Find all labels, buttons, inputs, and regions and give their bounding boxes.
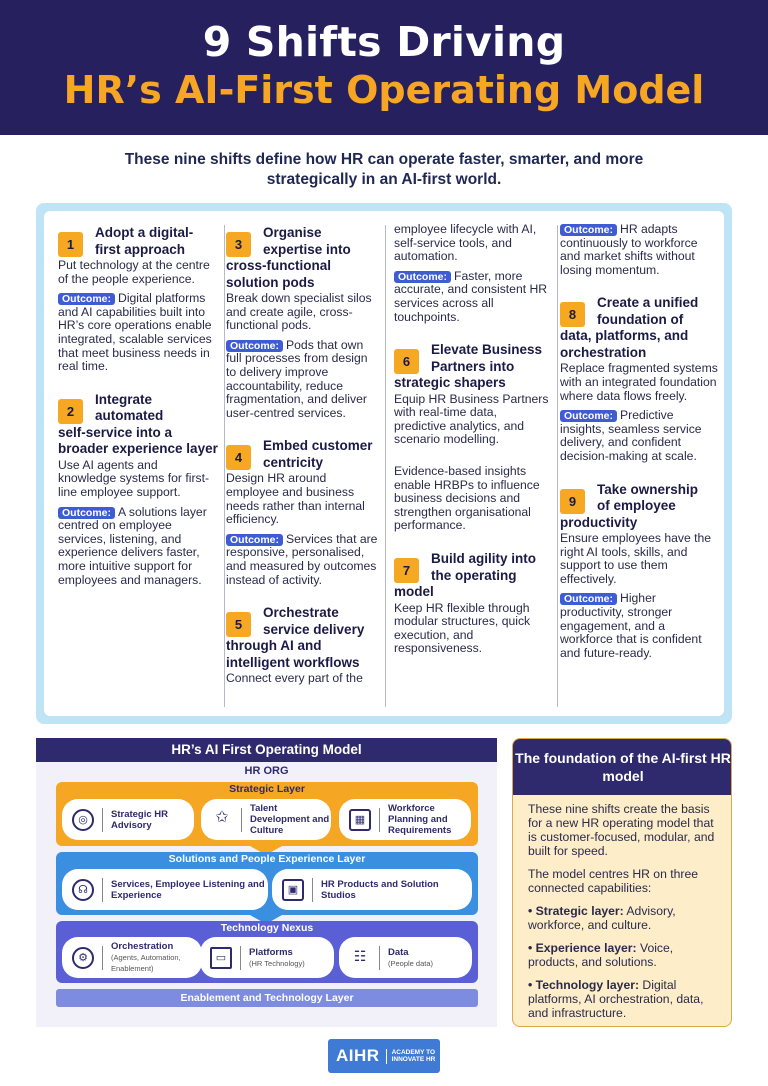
shift-number-badge: 9	[560, 489, 585, 514]
shift-number-badge: 1	[58, 232, 83, 257]
shifts-panel	[36, 203, 732, 724]
technology-nexus	[56, 921, 478, 983]
monitor-icon: ▭	[210, 947, 232, 969]
foundation-title: The foundation of the AI-first HR model	[513, 739, 732, 795]
outcome-badge: Outcome:	[560, 593, 617, 605]
foundation-bullet-experience: • Experience layer: Voice, products, and solutions.	[528, 941, 674, 969]
column-divider	[224, 225, 225, 707]
title-line-2: HR’s AI-First Operating Model	[63, 68, 705, 112]
enablement-layer-title: Enablement and Technology Layer	[180, 992, 354, 1004]
foundation-bullet-technology: • Technology layer: Digital platforms, AI orchestration, data, and infrastructure.	[528, 978, 704, 1020]
shift-8-body: Replace fragmented systems with an integrated foundation where data flows freely.	[560, 361, 718, 403]
shift-2-title: 2 Integrate automated self-service into a broader experience layer	[58, 391, 218, 457]
foundation-paragraph-1: These nine shifts create the basis for a new HR operating model that is customer-focused, modular, and built for speed.	[528, 802, 715, 858]
shift-number-badge: 8	[560, 302, 585, 327]
shift-4-body: Design HR around employee and business needs rather than internal efficiency.	[226, 471, 365, 527]
hr-org-label: HR ORG	[244, 765, 289, 777]
shift-6-body: Equip HR Business Partners with real-time data, predictive analytics, and scenario modelling.	[394, 391, 549, 447]
shift-2-outcome: Outcome: A solutions layer centred on employee services, listening, and experience delivers faster, more intuitive support for employees and managers.	[58, 504, 207, 587]
shift-3-body: Break down specialist silos and create agile, cross-functional pods.	[226, 291, 372, 333]
shift-3-outcome: Outcome: Pods that own full processes from design to delivery improve accountability, reduce fragmentation, and deliver user-centred services.	[226, 337, 368, 420]
model-title: HR’s AI First Operating Model	[36, 738, 497, 762]
star-people-icon: ✩	[215, 808, 229, 826]
talent-development-culture: ✩ Talent Development and Culture	[201, 799, 331, 840]
shifts-column-4	[560, 223, 718, 666]
solutions-layer-title: Solutions and People Experience Layer	[168, 853, 366, 865]
shift-7-body: Keep HR flexible through modular structures, quick execution, and responsiveness.	[394, 600, 531, 656]
shift-number-badge: 5	[226, 612, 251, 637]
hr-products-studios: ▣ HR Products and Solution Studios	[272, 869, 472, 910]
foundation-box	[512, 738, 732, 1027]
shift-7-title: 7 Build agility into the operating model	[394, 551, 536, 599]
shift-8-outcome: Outcome: Predictive insights, seamless service delivery, and confident decision-making at scale.	[560, 408, 702, 463]
outcome-badge: Outcome:	[226, 534, 283, 546]
enablement-layer	[56, 989, 478, 1007]
people-data-icon: ☷	[353, 947, 367, 964]
shift-9-body: Ensure employees have the right AI tools, skills, and support to use them effectively.	[560, 531, 712, 586]
column-divider	[385, 225, 386, 707]
shift-7-outcome: Outcome: HR adapts continuously to workforce and market shifts without losing momentum.	[560, 222, 698, 277]
shift-2-body: Use AI agents and knowledge systems for first-line employee support.	[58, 457, 210, 499]
aihr-logo: AIHR ACADEMY TO INNOVATE HR	[328, 1039, 440, 1073]
data: ☷ Data (People data)	[339, 937, 472, 978]
outcome-badge: Outcome:	[58, 507, 115, 519]
subtitle: These nine shifts define how HR can operate faster, smarter, and more strategically in an AI-first world.	[124, 151, 644, 188]
shift-3-title: 3 Organise expertise into cross-functional solution pods	[226, 225, 351, 290]
planning-board-icon: ▦	[349, 809, 371, 831]
outcome-badge: Outcome:	[394, 271, 451, 283]
shift-number-badge: 4	[226, 445, 251, 470]
shift-number-badge: 6	[394, 349, 419, 374]
shift-1-body: Put technology at the centre of the people experience.	[58, 258, 210, 286]
strategic-hr-advisory: ◎ Strategic HR Advisory	[62, 799, 194, 840]
platforms: ▭ Platforms (HR Technology)	[200, 937, 334, 978]
gear-icon: ⚙	[72, 947, 94, 969]
foundation-body	[528, 802, 724, 1027]
shift-6-title: 6 Elevate Business Partners into strategic shapers	[394, 342, 543, 391]
strategic-layer-title: Strategic Layer	[229, 783, 305, 795]
header-banner	[0, 0, 768, 135]
shifts-column-1	[58, 225, 218, 593]
strategic-layer	[56, 782, 478, 846]
boxes-icon: ▣	[282, 879, 304, 901]
services-listening-experience: ☊ Services, Employee Listening and Experience	[62, 869, 268, 910]
workforce-planning: ▦ Workforce Planning and Requirements	[339, 799, 471, 840]
shift-8-title: 8 Create a unified foundation of data, platforms, and orchestration	[560, 295, 699, 360]
foundation-paragraph-2: The model centres HR on three connected capabilities:	[528, 867, 699, 895]
shift-5-body-part-1: Connect every part of the	[226, 671, 363, 686]
shift-4-outcome: Outcome: Services that are responsive, personalised, and measured by outcomes instead of activity.	[226, 531, 378, 587]
shift-number-badge: 2	[58, 399, 83, 424]
shifts-column-3	[394, 223, 550, 662]
shift-6-body-2: Evidence-based insights enable HRBPs to influence business decisions and strengthen organisational performance.	[394, 464, 540, 533]
orchestration: ⚙ Orchestration (Agents, Automation, Enablement)	[62, 937, 202, 978]
operating-model-diagram	[36, 738, 497, 1027]
outcome-badge: Outcome:	[560, 224, 617, 236]
shift-9-title: 9 Take ownership of employee productivity	[560, 481, 699, 530]
outcome-badge: Outcome:	[58, 293, 115, 305]
outcome-badge: Outcome:	[226, 340, 283, 352]
shift-1-title: 1 Adopt a digital- first approach	[58, 225, 218, 258]
headset-icon: ☊	[72, 879, 94, 901]
outcome-badge: Outcome:	[560, 410, 617, 422]
shift-5-body-part-2: employee lifecycle with AI, self-service tools, and automation.	[394, 222, 537, 264]
shift-number-badge: 3	[226, 232, 251, 257]
target-icon: ◎	[72, 809, 94, 831]
shift-5-outcome: Outcome: Faster, more accurate, and consistent HR services across all touchpoints.	[394, 268, 548, 324]
shift-number-badge: 7	[394, 558, 419, 583]
title-line-1: 9 Shifts Driving	[202, 18, 566, 66]
solutions-layer	[56, 852, 478, 915]
technology-nexus-title: Technology Nexus	[220, 922, 314, 934]
shift-1-outcome: Outcome: Digital platforms and AI capabilities built into HR’s core operations enable integrated, scalable services that meet business needs in real time.	[58, 291, 212, 374]
shift-9-outcome: Outcome: Higher productivity, stronger engagement, and a workforce that is confident and future-ready.	[560, 591, 702, 660]
shift-5-title: 5 Orchestrate service delivery through AI and intelligent workflows	[226, 605, 365, 670]
column-divider	[557, 225, 558, 707]
shift-4-title: 4 Embed customer centricity	[226, 438, 378, 471]
foundation-bullet-strategic: • Strategic layer: Advisory, workforce, and culture.	[528, 904, 676, 932]
shifts-column-2	[226, 225, 378, 692]
